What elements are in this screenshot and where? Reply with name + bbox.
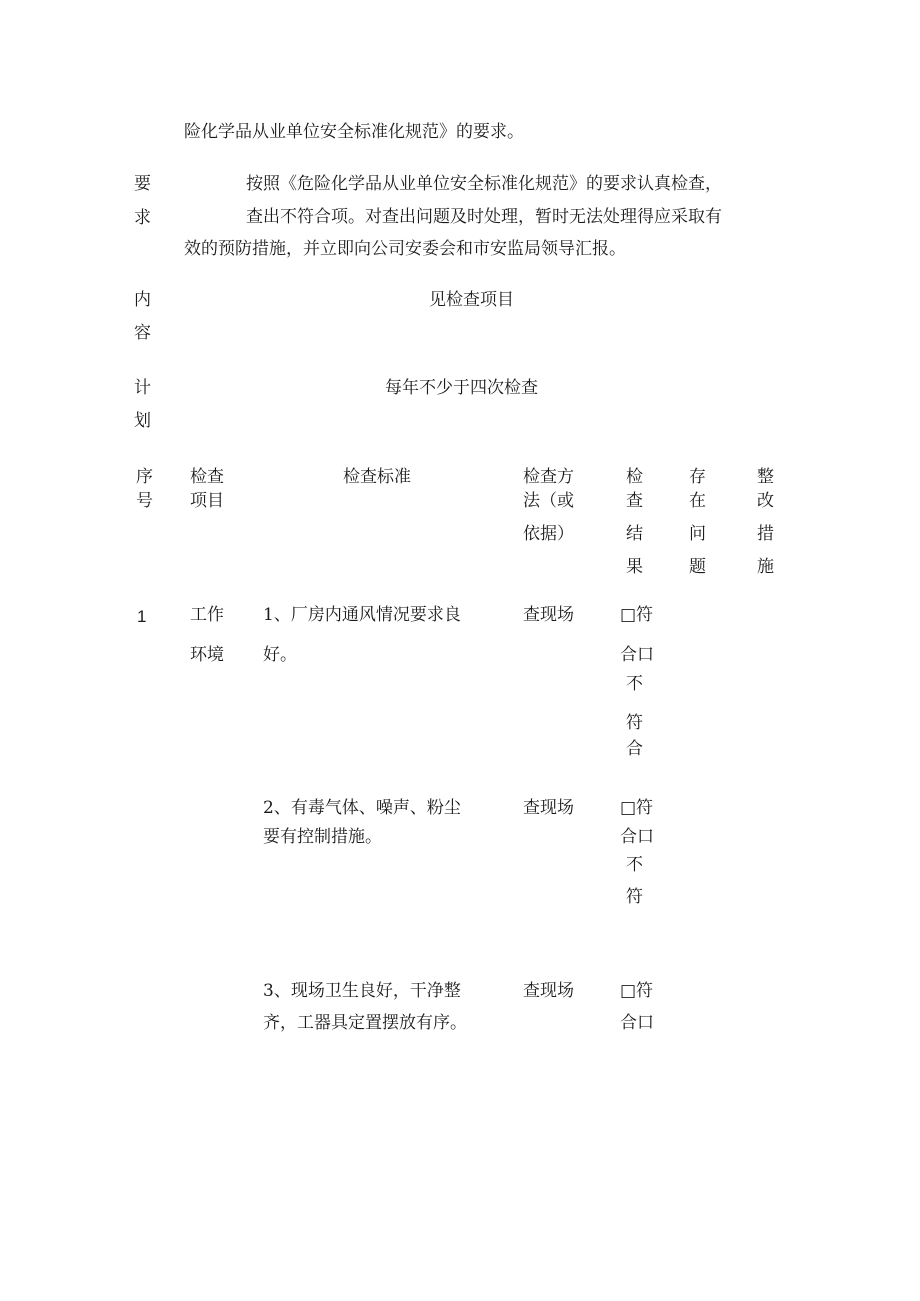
row-result-2: 合口 [620, 1013, 654, 1033]
header-item-1: 检查 [190, 467, 224, 487]
header-no-2: 号 [136, 491, 153, 511]
header-no-1: 序 [136, 467, 153, 487]
header-result-1: 检 [626, 467, 643, 487]
row-result-3: 不 [626, 855, 643, 875]
row-standard-2: 齐，工器具定置摆放有序。 [263, 1013, 467, 1033]
header-method-3: 依据） [523, 524, 574, 544]
row-method: 查现场 [523, 981, 574, 1001]
header-issue-2: 在 [689, 491, 706, 511]
header-fix-4: 施 [757, 557, 774, 577]
header-result-4: 果 [626, 557, 643, 577]
row-method: 查现场 [523, 798, 574, 818]
header-item-2: 项目 [190, 491, 224, 511]
row-standard-1: 2、有毒气体、噪声、粉尘 [263, 798, 461, 818]
row-standard-2: 好。 [263, 645, 297, 665]
row-standard-1: 3、现场卫生良好，干净整 [263, 981, 461, 1001]
intro-text: 险化学品从业单位安全标准化规范》的要求。 [184, 122, 524, 142]
plan-value: 每年不少于四次检查 [385, 378, 538, 398]
plan-label-1: 计 [134, 378, 151, 398]
requirements-line-3: 效的预防措施，并立即向公司安委会和市安监局领导汇报。 [184, 239, 626, 259]
header-standard: 检查标准 [343, 467, 411, 487]
row-item-2: 环境 [190, 645, 224, 665]
row-result-4: 符 [626, 887, 643, 907]
header-fix-2: 改 [757, 491, 774, 511]
row-result-1: □符 [620, 798, 654, 818]
header-issue-1: 存 [689, 467, 706, 487]
row-number: 1 [137, 607, 147, 626]
header-result-2: 查 [626, 491, 643, 511]
header-issue-3: 问 [689, 524, 706, 544]
row-item-1: 工作 [190, 605, 224, 625]
row-result-2: 合口 [620, 645, 654, 665]
requirements-line-1: 按照《危险化学品从业单位安全标准化规范》的要求认真检查， [246, 174, 722, 194]
row-result-4: 符 [626, 713, 643, 733]
header-method-2: 法（或 [523, 491, 574, 511]
row-standard-1: 1、厂房内通风情况要求良 [263, 605, 461, 625]
row-result-3: 不 [626, 674, 643, 694]
content-value: 见检查项目 [429, 290, 514, 310]
content-label-2: 容 [134, 323, 151, 343]
row-method: 查现场 [523, 605, 574, 625]
header-fix-1: 整 [757, 467, 774, 487]
row-standard-2: 要有控制措施。 [263, 827, 382, 847]
row-result-1: □符 [620, 605, 654, 625]
row-result-5: 合 [626, 739, 643, 759]
requirements-label-2: 求 [134, 208, 151, 228]
requirements-label-1: 要 [134, 174, 151, 194]
header-method-1: 检查方 [523, 467, 574, 487]
row-result-2: 合口 [620, 827, 654, 847]
header-issue-4: 题 [689, 557, 706, 577]
row-result-1: □符 [620, 981, 654, 1001]
requirements-line-2: 查出不符合项。对查出问题及时处理，暂时无法处理得应采取有 [246, 207, 722, 227]
header-result-3: 结 [626, 524, 643, 544]
plan-label-2: 划 [134, 411, 151, 431]
content-label-1: 内 [134, 290, 151, 310]
header-fix-3: 措 [757, 524, 774, 544]
